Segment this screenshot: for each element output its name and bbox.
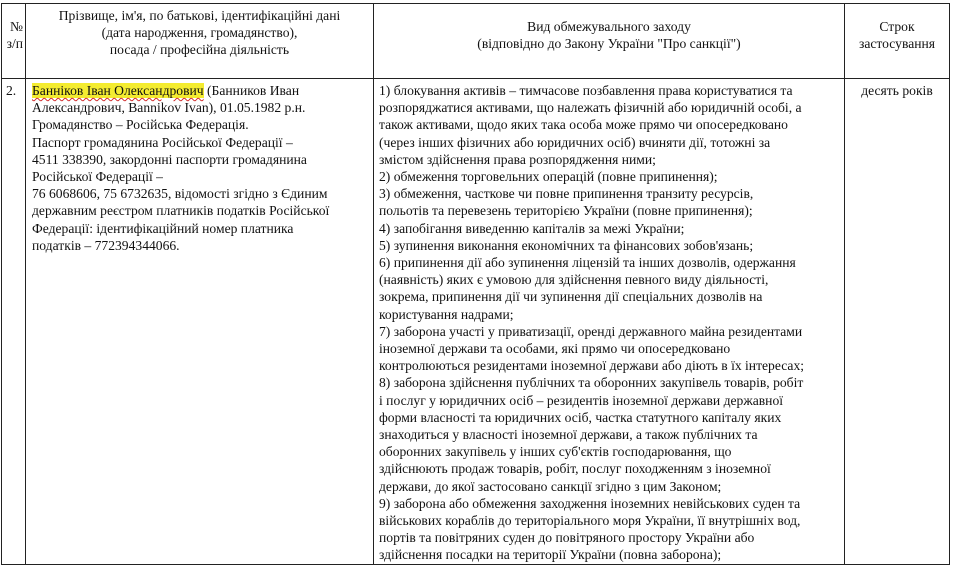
person-line: Російської Федерації –	[32, 169, 163, 185]
header-measure-line: Вид обмежувального заходу	[527, 19, 691, 34]
measure-line: 1) блокування активів – тимчасове позбавлення права користуватися та	[379, 83, 793, 98]
measure-line: контролюються резидентами іноземної держави або діють в їх інтересах;	[379, 358, 805, 374]
measure-line: портів та повітряних суден до повітряного простору України або	[379, 530, 755, 546]
measure-line: здійснення посадки на території України (повна заборона);	[379, 547, 722, 563]
table-header-row	[2, 4, 950, 79]
measure-line: 7) заборона участі у приватизації, оренді державного майна резидентами	[379, 323, 803, 339]
measure-line: змістом здійснення права розпорядження ними;	[379, 151, 656, 167]
measure-line: 6) припинення дії або зупинення ліцензій та інших дозволів, одержання	[379, 255, 796, 271]
header-number-label: № з/п	[6, 19, 23, 52]
header-term-line: застосування	[858, 36, 936, 52]
measure-line: і послуг у юридичних осіб – резидентів іноземної держави державної	[379, 392, 784, 408]
header-term	[845, 4, 950, 79]
measure-line: 4) запобігання виведенню капіталів за межі України;	[379, 220, 685, 236]
table-row	[2, 79, 950, 565]
measure-line: (через інших фізичних або юридичних осіб) вчиняти дії, тотожні за	[379, 134, 771, 150]
header-person	[26, 4, 374, 79]
person-line	[32, 82, 369, 99]
measure-line: знаходиться у власності іноземної держави, а також публічних та	[379, 427, 758, 443]
person-line: 76 6068606, 75 6732635, відомості згідно з Єдиним	[32, 186, 328, 202]
person-line: Александрович, Bannikov Ivan), 01.05.1982 р.н.	[32, 100, 306, 116]
header-person-line: посада / професійна діяльність	[109, 42, 290, 58]
person-line-text: (Банников Иван	[203, 83, 300, 98]
measure-line: (наявність) яких є умовою для здійснення певного виду діяльності,	[379, 272, 769, 288]
sanctions-table	[1, 3, 950, 565]
header-person-line: (дата народження, громадянство),	[101, 25, 298, 41]
term-value: десять років	[861, 83, 933, 98]
measure-line: держави, до якої застосовано санкції згідно з цим Законом;	[379, 478, 722, 494]
measure-line: також активами, щодо яких така особа може прямо чи опосередковано	[379, 117, 788, 133]
person-line: Паспорт громадянина Російської Федерації –	[32, 134, 293, 150]
measure-line: 5) зупинення виконання економічних та фінансових зобов'язань;	[379, 237, 754, 253]
row-number	[2, 79, 26, 565]
measure-line: зокрема, припинення дії чи зупинення дії спеціальних дозволів на	[379, 289, 763, 305]
person-line: державним реєстром платників податків Російської	[32, 203, 330, 219]
application-term	[845, 79, 950, 565]
measure-line: 8) заборона здійснення публічних та оборонних закупівель товарів, робіт	[379, 375, 804, 391]
measure-line: 2) обмеження торговельних операцій (повне припинення);	[379, 169, 718, 185]
measure-line: користування надрами;	[379, 306, 514, 322]
measure-line: військових кораблів до територіального моря України, її внутрішніх вод,	[379, 513, 801, 529]
measure-line: розпоряджатися активами, що належать фізичній або юридичній особі, а	[379, 100, 802, 116]
person-details	[26, 79, 374, 565]
header-number	[2, 4, 26, 79]
highlighted-name: Банніков Іван Олександрович	[32, 83, 204, 98]
header-person-line: Прізвище, ім'я, по батькові, ідентифікаційні дані	[58, 8, 341, 23]
person-line: Федерації: ідентифікаційний номер платника	[32, 220, 294, 236]
header-measure	[374, 4, 845, 79]
header-measure-line: (відповідно до Закону України "Про санкції")	[477, 36, 741, 52]
person-line: Громадянство – Російська Федерація.	[32, 117, 249, 133]
row-number-value: 2.	[6, 83, 17, 98]
person-line: 4511 338390, закордонні паспорти громадянина	[32, 151, 307, 167]
restrictive-measures	[374, 79, 845, 565]
measure-line: здійснюють продаж товарів, робіт, послуг походженням з іноземної	[379, 461, 771, 477]
header-term-line: Строк	[879, 19, 915, 34]
measure-line: оборонних закупівель у інших суб'єктів господарювання, що	[379, 444, 732, 460]
measure-line: форми власності та юридичних осіб, частка статутного капіталу яких	[379, 409, 782, 425]
person-line: податків – 772394344066.	[32, 237, 180, 253]
measure-line: польотів та перевезень територією України (повне припинення);	[379, 203, 753, 219]
measure-line: 3) обмеження, часткове чи повне припинення транзиту ресурсів,	[379, 186, 754, 202]
measure-line: іноземної держави та особами, які прямо чи опосередковано	[379, 341, 731, 357]
measure-line: 9) заборона або обмеження заходження іноземних невійськових суден та	[379, 495, 801, 511]
